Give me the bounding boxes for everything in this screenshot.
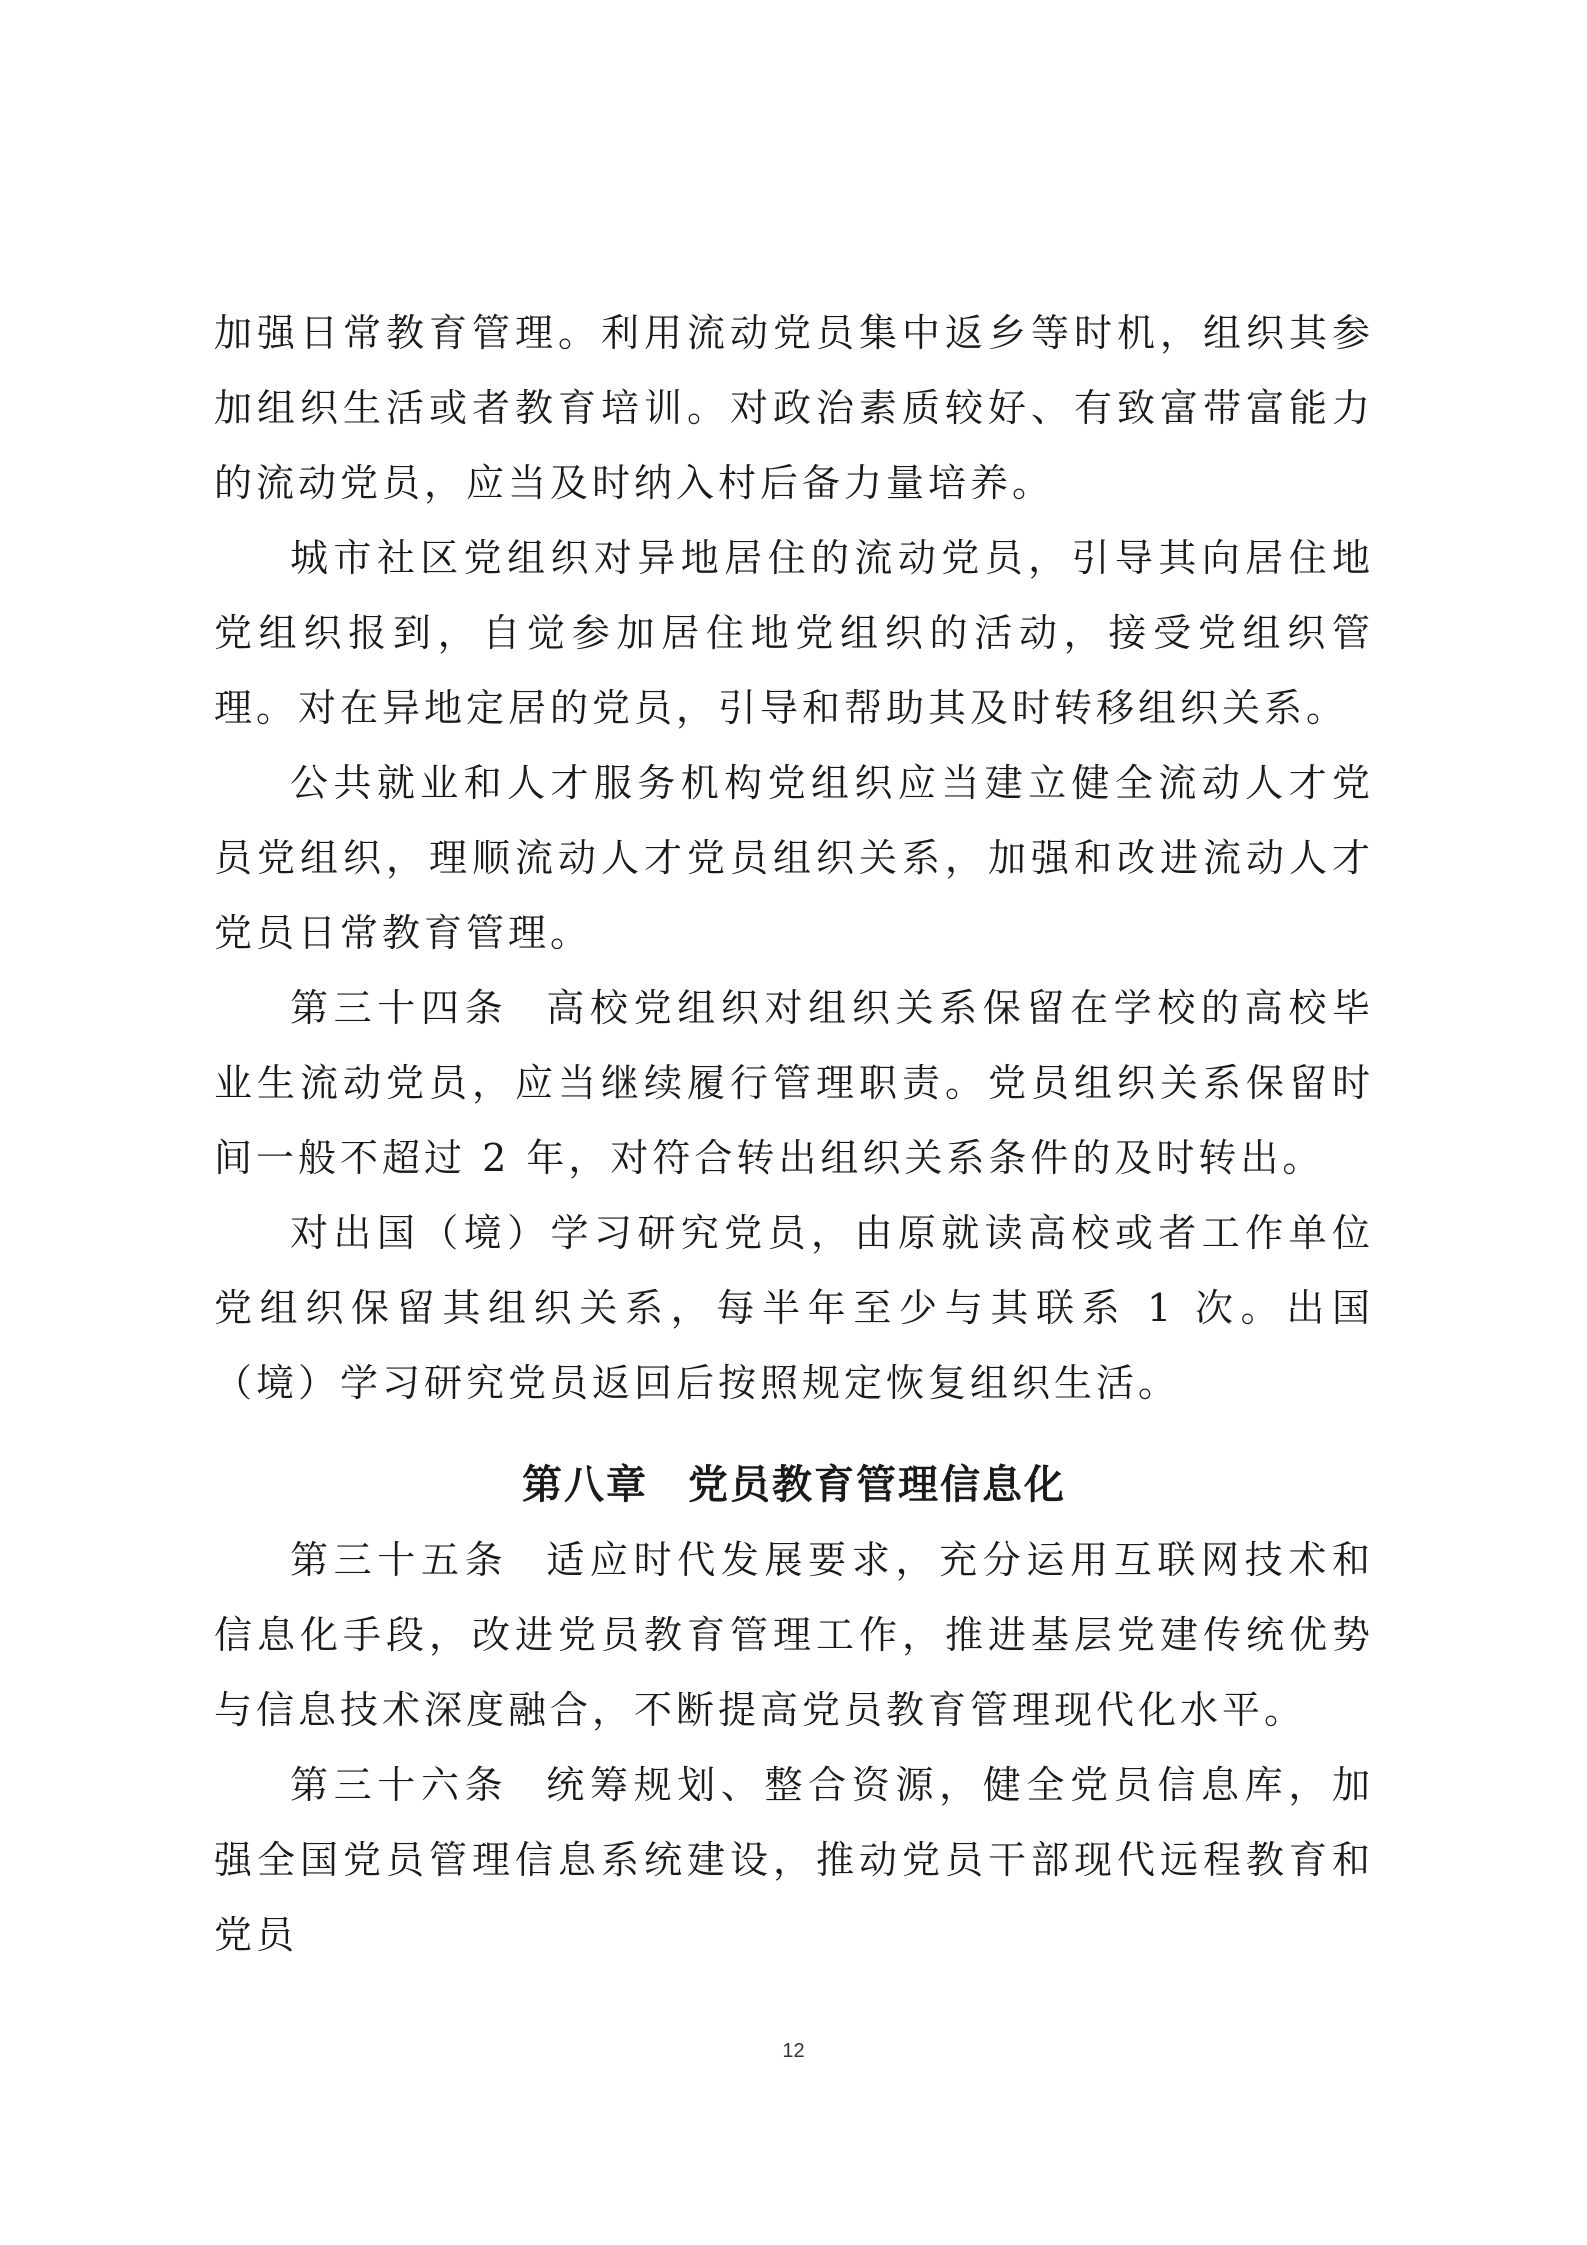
article-text: 高校党组织对组织关系保留在学校的高校毕业生流动党员，应当继续履行管理职责。党员组织关系保留时间一般不超过 2 年，对符合转出组织关系条件的及时转出。 — [214, 986, 1374, 1180]
paragraph-text: 加强日常教育管理。利用流动党员集中返乡等时机，组织其参加组织生活或者教育培训。对政治素质较好、有致富带富能力的流动党员，应当及时纳入村后备力量培养。 — [214, 311, 1374, 505]
chapter-number: 第八章 — [522, 1462, 648, 1508]
chapter-heading — [214, 1448, 1374, 1523]
page-number: 12 — [782, 2040, 805, 2062]
paragraph-text: 对出国（境）学习研究党员，由原就读高校或者工作单位党组织保留其组织关系，每半年至少与其联系 1 次。出国（境）学习研究党员返回后按照规定恢复组织生活。 — [214, 1211, 1374, 1405]
article-35 — [214, 1523, 1374, 1748]
document-body — [214, 296, 1374, 1973]
article-number: 第三十六条 — [290, 1763, 509, 1807]
article-number: 第三十四条 — [290, 986, 509, 1030]
paragraph-5 — [214, 1196, 1374, 1421]
article-34 — [214, 971, 1374, 1196]
article-text: 统筹规划、整合资源，健全党员信息库，加强全国党员管理信息系统建设，推动党员干部现代远程教育和党员 — [214, 1763, 1374, 1957]
paragraph-text: 公共就业和人才服务机构党组织应当建立健全流动人才党员党组织，理顺流动人才党员组织关系，加强和改进流动人才党员日常教育管理。 — [214, 761, 1374, 955]
paragraph-text: 城市社区党组织对异地居住的流动党员，引导其向居住地党组织报到，自觉参加居住地党组织的活动，接受党组织管理。对在异地定居的党员，引导和帮助其及时转移组织关系。 — [214, 536, 1374, 730]
paragraph-2 — [214, 521, 1374, 746]
chapter-title: 党员教育管理信息化 — [688, 1462, 1066, 1508]
paragraph-1 — [214, 296, 1374, 521]
article-36 — [214, 1748, 1374, 1973]
article-number: 第三十五条 — [290, 1538, 509, 1582]
article-text: 适应时代发展要求，充分运用互联网技术和信息化手段，改进党员教育管理工作，推进基层党建传统优势与信息技术深度融合，不断提高党员教育管理现代化水平。 — [214, 1538, 1374, 1732]
paragraph-3 — [214, 746, 1374, 971]
